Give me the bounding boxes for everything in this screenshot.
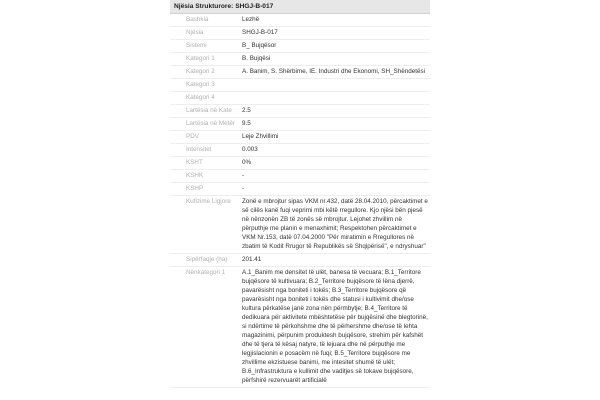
attribute-value: 0.003 xyxy=(242,144,430,157)
attribute-row xyxy=(170,27,430,40)
attribute-label: Sipërfaqje (ha) xyxy=(170,254,242,267)
attribute-row xyxy=(170,66,430,79)
attribute-label: PDV xyxy=(170,131,242,144)
attribute-row xyxy=(170,118,430,131)
attribute-row xyxy=(170,105,430,118)
attribute-label: Njësia xyxy=(170,27,242,40)
attribute-row xyxy=(170,92,430,105)
panel-title: Njësia Strukturore: SHGJ-B-017 xyxy=(170,0,430,14)
attribute-row xyxy=(170,267,430,388)
attribute-label: Kategori 1 xyxy=(170,53,242,66)
attribute-row xyxy=(170,170,430,183)
attribute-label: Lartësia në Kate xyxy=(170,105,242,118)
attribute-row xyxy=(170,157,430,170)
attribute-label: KSHP xyxy=(170,183,242,196)
attribute-label: Bashkia xyxy=(170,14,242,27)
attribute-row xyxy=(170,40,430,53)
attribute-value: A. Banim, S. Shërbime, IE. Industri dhe Ekonomi, SH_Shëndetësi xyxy=(242,66,430,79)
attribute-value: B_ Bujqësor xyxy=(242,40,430,53)
attribute-label: Sistemi xyxy=(170,40,242,53)
attribute-label: Nënkategori 1 xyxy=(170,267,242,388)
attribute-label: Lartësia në Metër xyxy=(170,118,242,131)
attribute-row xyxy=(170,144,430,157)
attribute-value: - xyxy=(242,183,430,196)
attribute-value: B. Bujqësi xyxy=(242,53,430,66)
attribute-value: 0% xyxy=(242,157,430,170)
attribute-label: Intensitet xyxy=(170,144,242,157)
attribute-value: Zonë e mbrojtur sipas VKM nr.432, datë 28.04.2010, përcaktimet e së cilës kanë fuqi veprimi mbi këtë rregullore. Kjo njësi bën pjesë në nënzonën ZB të zonës së mbrojtur. Lejohet zhvillim në përputhje me planin e menaxhimit; Respektohen përcaktimet e VKM Nr.153, datë 07.04.2000 "Për miratimin e Rregullores në zbatim të Kodit Rrugor të Republikës së Shqipërisë", e ndryshuar" xyxy=(242,196,430,254)
attribute-row xyxy=(170,14,430,27)
attribute-value: A.1_Banim me densitet të ulët, banesa të vecuara; B.1_Territore bujqësore të kultivuara; B.2_Territore bujqësore të lëna djerrë, pavarësisht nga boniteti i tokës; B.3_Territore bujqësore që pavarësisht nga boniteti i tokës dhe statusi i kultivimit dhe/ose kultura përkatëse janë zona nën përmbytje; B.4_Territore të dedikuara për aktivitete mbështetëse për bujqësinë dhe blegtorinë, si ndërtime të përkohshme dhe të përhershme dhe/ose të lehta magazinimi, përpunim produktesh bujqësore, strehim për kafshët dhe të tjera të kësaj natyre, të lejuara dhe në përputhje me legjislacionin e posacëm në fuqi; B.5_Territore bujqësore me zhvillime ekzistuese banimi, me intesitet shumë të ulët; B.6_Infrastruktura e kullimit dhe vaditjes së tokave bujqësore, përfshirë rezervuarët artificialë xyxy=(242,267,430,388)
feature-info-panel xyxy=(170,0,430,400)
attribute-row xyxy=(170,183,430,196)
attribute-value: - xyxy=(242,170,430,183)
attribute-label: Kategori 2 xyxy=(170,66,242,79)
attribute-row xyxy=(170,53,430,66)
attribute-label: Kategori 4 xyxy=(170,92,242,105)
attribute-value xyxy=(242,79,430,92)
attribute-value: Lezhë xyxy=(242,14,430,27)
attribute-row xyxy=(170,79,430,92)
attribute-value: Leje Zhvillimi xyxy=(242,131,430,144)
attribute-label: Kufizime Ligjore xyxy=(170,196,242,254)
attribute-value: 201.41 xyxy=(242,254,430,267)
attribute-value: 9.5 xyxy=(242,118,430,131)
attribute-value: 2.5 xyxy=(242,105,430,118)
attribute-value: SHGJ-B-017 xyxy=(242,27,430,40)
attribute-row xyxy=(170,254,430,267)
attribute-row xyxy=(170,196,430,254)
attribute-label: KSHT xyxy=(170,157,242,170)
attribute-label: KSHK xyxy=(170,170,242,183)
attribute-value xyxy=(242,92,430,105)
attribute-row xyxy=(170,131,430,144)
attributes-table xyxy=(170,14,430,388)
attribute-label: Kategori 3 xyxy=(170,79,242,92)
